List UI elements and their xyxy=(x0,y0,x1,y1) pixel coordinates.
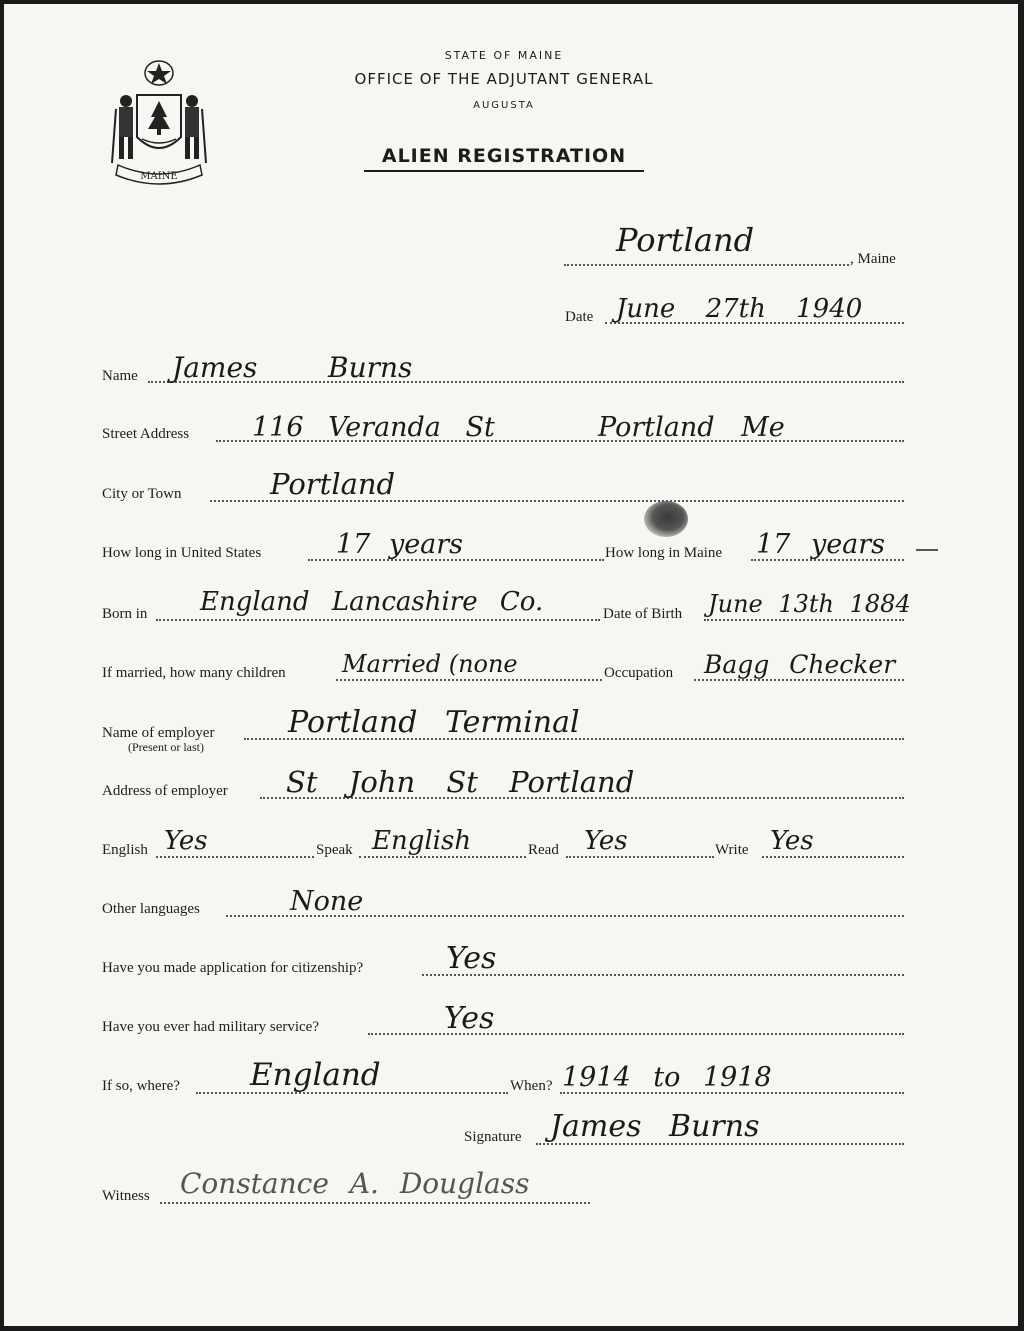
witness-line xyxy=(160,1202,590,1204)
us-label: How long in United States xyxy=(102,545,262,561)
write-label: Write xyxy=(715,842,749,858)
employer-address-label: Address of employer xyxy=(102,783,228,799)
english-value: Yes xyxy=(164,826,208,856)
dob-line xyxy=(704,619,904,621)
where-label: If so, where? xyxy=(102,1078,180,1094)
occupation-value: Bagg Checker xyxy=(704,650,896,679)
military-label: Have you ever had military service? xyxy=(102,1019,319,1035)
speak-line xyxy=(359,856,526,858)
read-value: Yes xyxy=(584,826,628,856)
header-office: OFFICE OF THE ADJUTANT GENERAL xyxy=(354,70,654,88)
when-value: 1914 to 1918 xyxy=(562,1062,772,1093)
other-languages-label: Other languages xyxy=(102,901,200,917)
employer-label: Name of employer xyxy=(102,725,215,741)
employer-value: Portland Terminal xyxy=(288,705,580,740)
english-label: English xyxy=(102,842,148,858)
last-name-value: Burns xyxy=(328,351,413,384)
citizenship-value: Yes xyxy=(446,941,497,976)
street-city-value: Portland Me xyxy=(598,412,785,443)
employer-sublabel: (Present or last) xyxy=(128,740,204,754)
write-value: Yes xyxy=(770,826,814,856)
ink-smudge xyxy=(644,501,688,537)
header-city: AUGUSTA xyxy=(473,100,535,111)
married-label: If married, how many children xyxy=(102,665,286,681)
married-value: Married (none xyxy=(342,650,518,678)
other-languages-value: None xyxy=(290,886,364,917)
english-line xyxy=(156,856,314,858)
header-state: STATE OF MAINE xyxy=(444,49,564,62)
registration-form-page xyxy=(4,4,1018,1326)
when-label: When? xyxy=(510,1078,553,1094)
us-value: 17 years xyxy=(336,529,464,560)
where-value: England xyxy=(250,1057,381,1093)
witness-value: Constance A. Douglass xyxy=(180,1167,530,1200)
signature-value: James Burns xyxy=(550,1109,760,1144)
occupation-line xyxy=(694,679,904,681)
born-line xyxy=(156,619,600,621)
date-label: Date xyxy=(565,309,594,325)
dob-value: June 13th 1884 xyxy=(708,590,911,618)
city-label: City or Town xyxy=(102,486,182,502)
maine-label: How long in Maine xyxy=(605,545,723,561)
first-name-value: James xyxy=(172,351,258,384)
signature-label: Signature xyxy=(464,1129,522,1145)
street-value: 116 Veranda St xyxy=(252,412,495,443)
military-value: Yes xyxy=(444,1001,495,1036)
city-value: Portland xyxy=(270,467,396,501)
citizenship-label: Have you made application for citizenship? xyxy=(102,960,364,976)
born-value: England Lancashire Co. xyxy=(200,587,544,617)
place-line xyxy=(564,264,849,266)
title-underline xyxy=(364,170,644,172)
name-line xyxy=(148,381,904,383)
dob-label: Date of Birth xyxy=(603,606,683,622)
employer-address-value: St John St Portland xyxy=(286,765,635,799)
maine-value: 17 years xyxy=(756,529,886,560)
seal-banner-text: MAINE xyxy=(140,171,178,182)
married-line xyxy=(336,679,602,681)
form-title: ALIEN REGISTRATION xyxy=(381,145,627,167)
place-value: Portland xyxy=(616,221,755,259)
state-of-maine-seal-icon xyxy=(104,59,214,189)
occupation-label: Occupation xyxy=(604,665,674,681)
born-label: Born in xyxy=(102,606,148,622)
read-line xyxy=(566,856,714,858)
name-label: Name xyxy=(102,368,138,384)
witness-label: Witness xyxy=(102,1188,150,1204)
read-label: Read xyxy=(528,842,559,858)
maine-suffix: , Maine xyxy=(850,251,896,267)
write-line xyxy=(762,856,904,858)
stray-dash-mark xyxy=(916,549,938,551)
speak-value: English xyxy=(372,826,472,856)
speak-label: Speak xyxy=(316,842,353,858)
date-value: June 27th 1940 xyxy=(616,294,863,324)
street-label: Street Address xyxy=(102,426,190,442)
